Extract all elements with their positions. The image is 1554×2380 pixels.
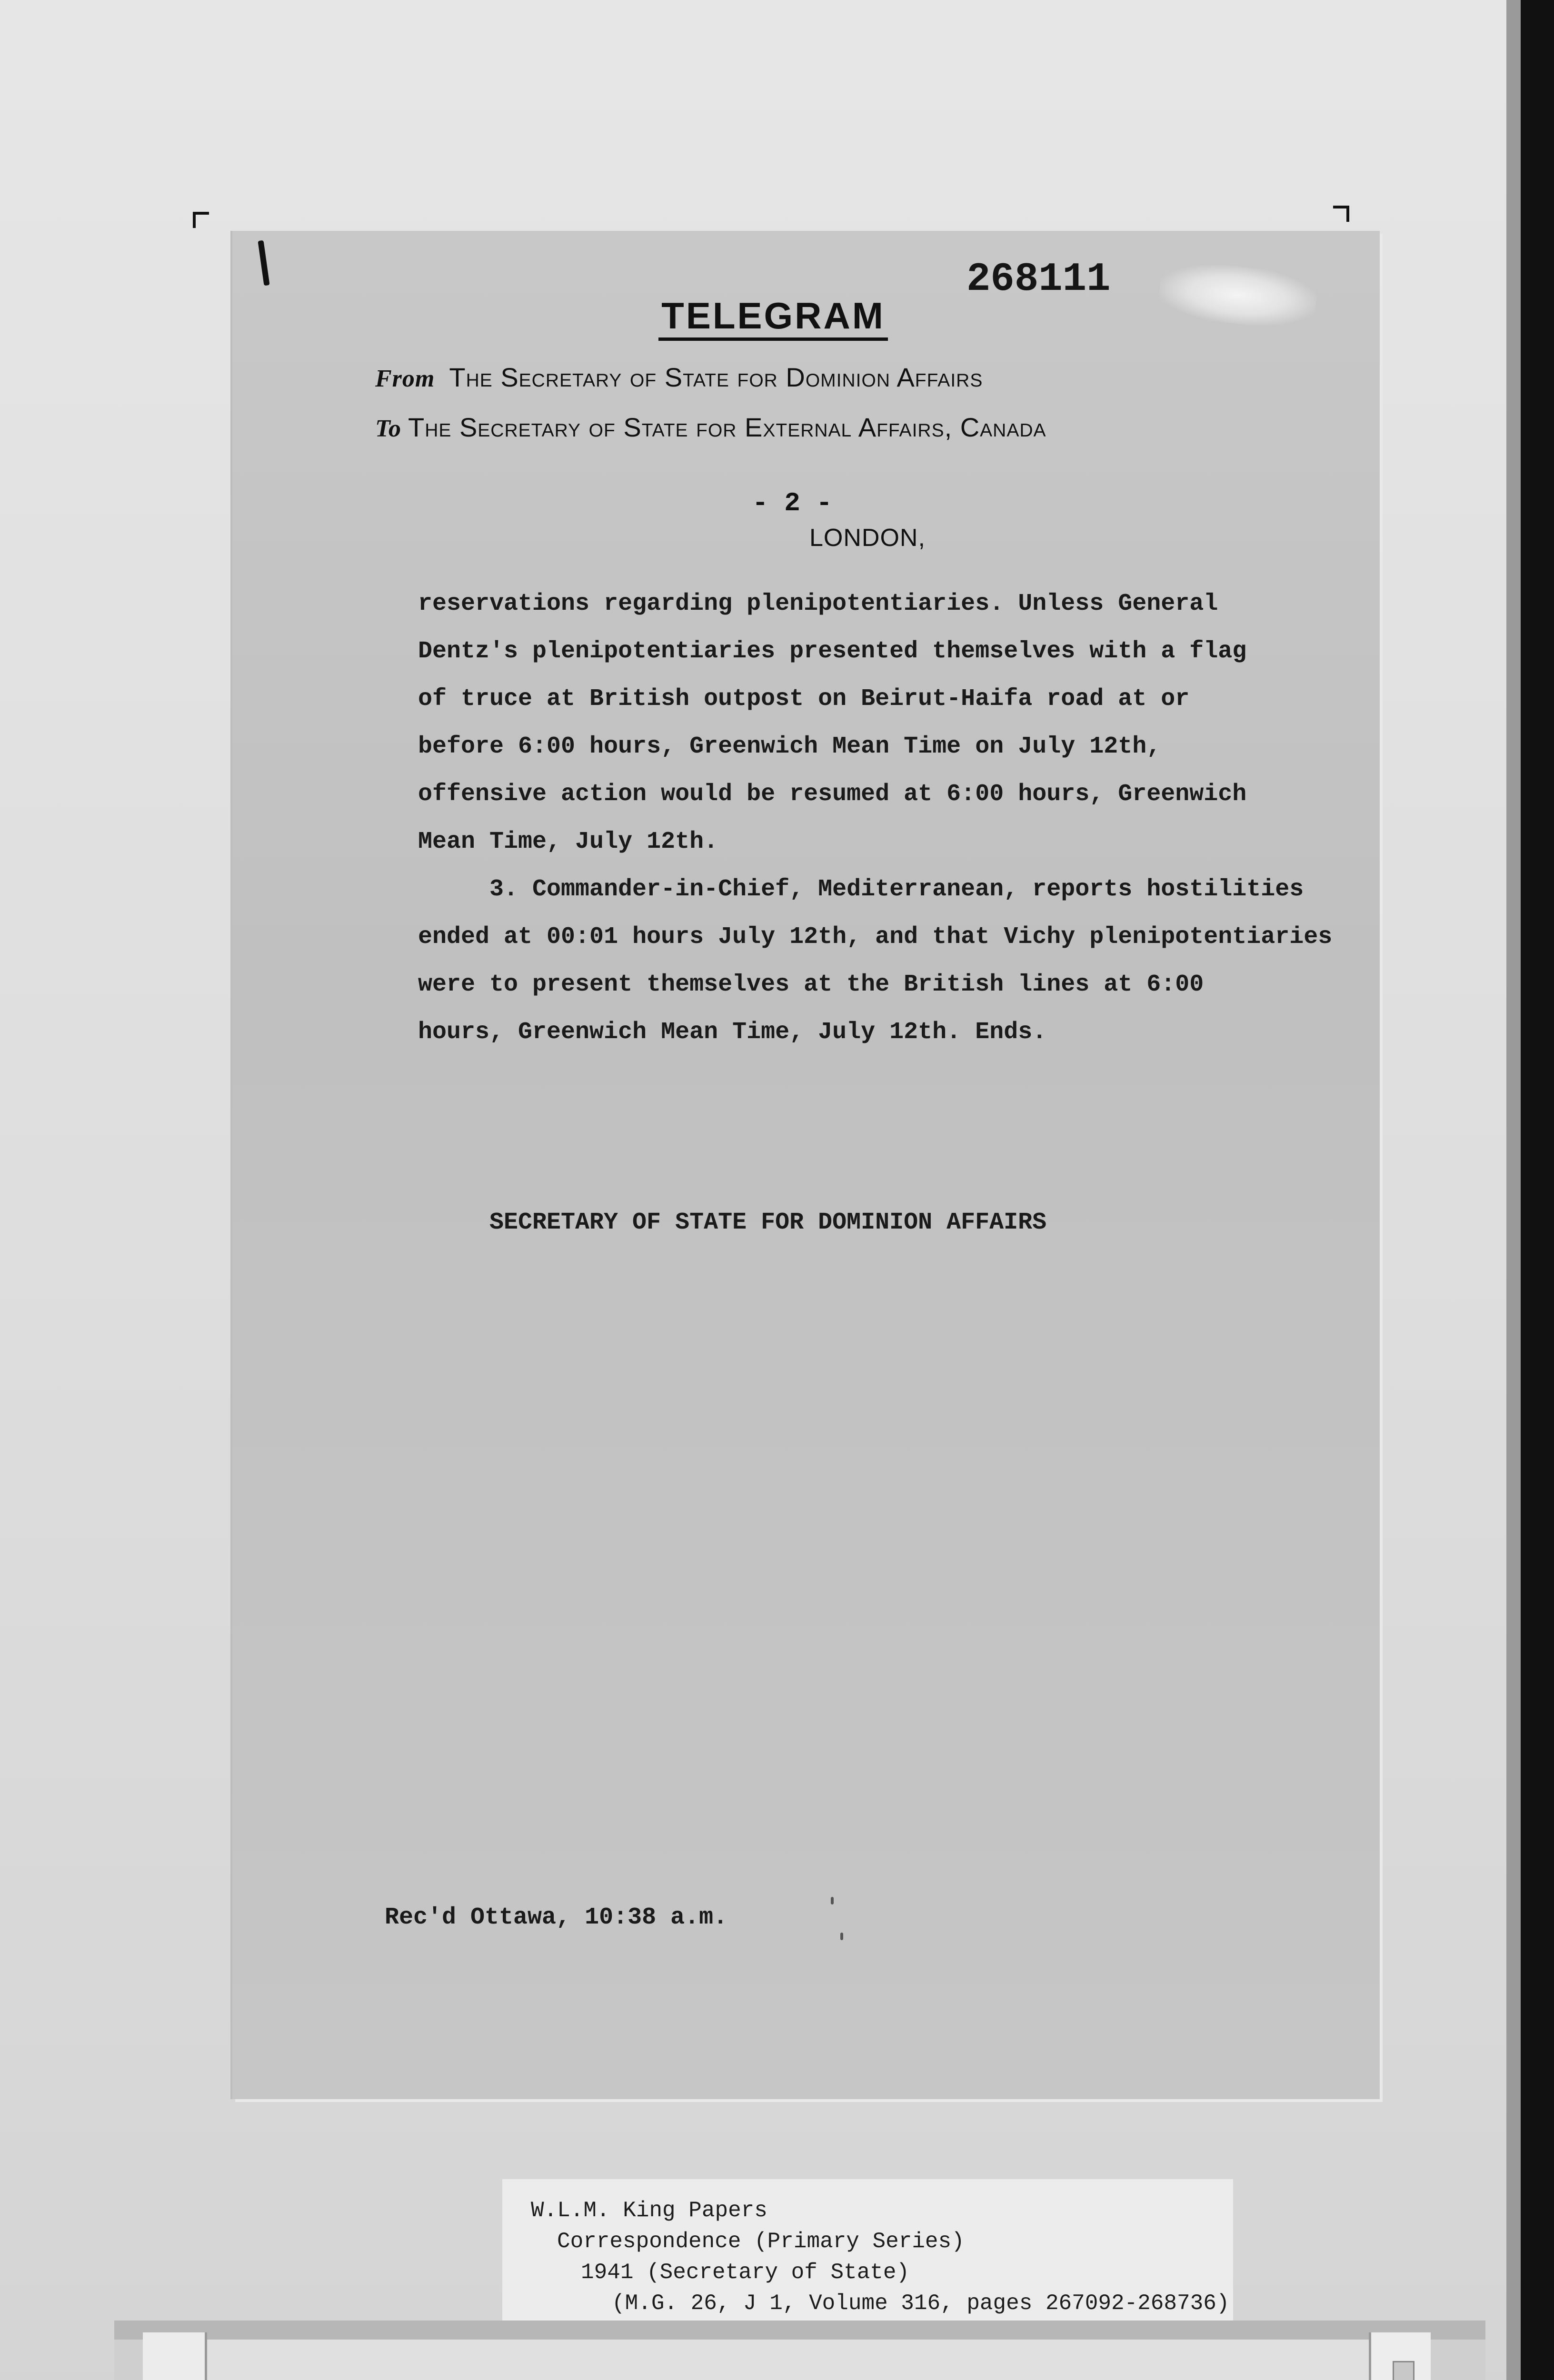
crop-mark-top-left: [193, 212, 209, 228]
telegram-title-text: TELEGRAM: [658, 295, 888, 341]
body-line: hours, Greenwich Mean Time, July 12th. Ends.: [418, 1019, 1047, 1046]
archive-label-line: 1941 (Secretary of State): [581, 2260, 910, 2285]
archive-label-card: [502, 2179, 1233, 2330]
film-edge-shadow: [1506, 0, 1521, 2380]
body-line: were to present themselves at the British lines at 6:00: [418, 971, 1204, 998]
stray-ink-mark: [831, 1897, 834, 1904]
from-line: [375, 362, 983, 393]
archive-label-line: Correspondence (Primary Series): [557, 2229, 965, 2254]
page-marker: - 2 -: [752, 488, 833, 518]
body-line: Dentz's plenipotentiaries presented themselves with a flag: [418, 638, 1247, 665]
signoff: SECRETARY OF STATE FOR DOMINION AFFAIRS: [489, 1209, 1047, 1236]
telegram-title: [0, 294, 1554, 337]
archive-label-line: (M.G. 26, J 1, Volume 316, pages 267092-268736): [612, 2291, 1230, 2316]
archive-label-line: W.L.M. King Papers: [531, 2198, 767, 2223]
to-value: The Secretary of State for External Affairs, Canada: [408, 412, 1046, 442]
received-note: Rec'd Ottawa, 10:38 a.m.: [385, 1904, 728, 1931]
stray-ink-mark: [840, 1933, 843, 1940]
archives-frame-top: [114, 2320, 1485, 2340]
from-value: The Secretary of State for Dominion Affairs: [449, 362, 983, 392]
body-line: of truce at British outpost on Beirut-Haifa road at or: [418, 685, 1190, 713]
archives-frame-left-post: [143, 2332, 207, 2380]
body-line: offensive action would be resumed at 6:00 hours, Greenwich: [418, 781, 1247, 808]
body-line: 3. Commander-in-Chief, Mediterranean, reports hostilities: [489, 876, 1304, 903]
body-line: ended at 00:01 hours July 12th, and that Vichy plenipotentiaries: [418, 923, 1333, 951]
to-label: To: [375, 415, 401, 442]
archives-frame-clip: [1393, 2361, 1415, 2380]
to-line: [375, 412, 1046, 443]
from-label: From: [375, 365, 435, 392]
film-edge-right: [1521, 0, 1554, 2380]
place-of-origin: LONDON,: [809, 524, 926, 552]
document-number: 268111: [966, 257, 1111, 302]
archives-panel: [205, 2340, 1369, 2380]
crop-mark-top-right: [1333, 206, 1349, 222]
body-line: Mean Time, July 12th.: [418, 828, 718, 855]
body-line: reservations regarding plenipotentiaries. Unless General: [418, 590, 1218, 617]
body-line: before 6:00 hours, Greenwich Mean Time on July 12th,: [418, 733, 1161, 760]
